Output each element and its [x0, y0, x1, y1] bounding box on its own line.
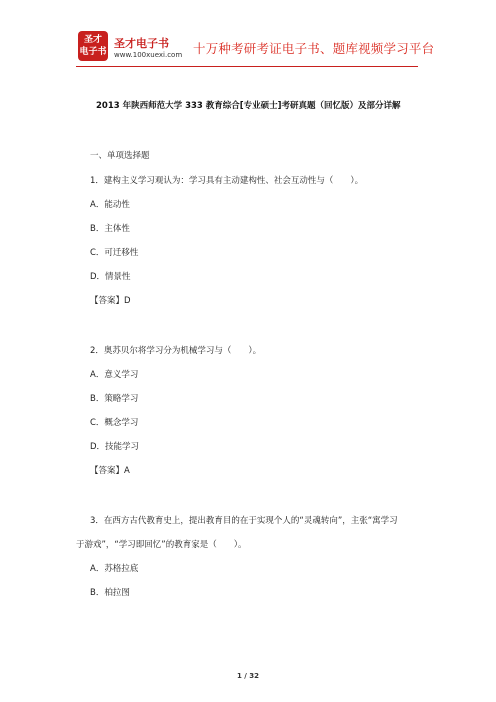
- question-2-stem: 2．奥苏贝尔将学习分为机械学习与（ ）。: [90, 346, 262, 356]
- question-2-answer: 【答案】A: [90, 466, 130, 476]
- question-1-option-a: A．能动性: [90, 200, 130, 210]
- brand-name: 圣才电子书: [114, 37, 169, 50]
- page-header: [0, 0, 496, 72]
- question-2-option-a: A．意义学习: [90, 370, 139, 380]
- page-number: 1 / 32: [236, 672, 260, 680]
- question-3-option-b: B．柏拉图: [90, 588, 130, 598]
- question-1-option-b: B．主体性: [90, 224, 130, 234]
- question-1-answer: 【答案】D: [90, 296, 131, 306]
- document-title: 2013 年陕西师范大学 333 教育综合[专业硕士]考研真题（回忆版）及部分详解: [96, 101, 401, 111]
- header-slogan: 十万种考研考证电子书、题库视频学习平台: [193, 41, 435, 56]
- brand-url[interactable]: www.100xuexi.com: [114, 51, 183, 59]
- brand-logo: [78, 31, 108, 61]
- question-1-stem: 1．建构主义学习观认为：学习具有主动建构性、社会互动性与（ ）。: [90, 176, 364, 186]
- question-2-option-c: C．概念学习: [90, 418, 139, 428]
- question-2-option-b: B．策略学习: [90, 394, 139, 404]
- question-1-option-c: C．可迁移性: [90, 248, 139, 258]
- logo-top-text: 圣才: [83, 35, 102, 45]
- logo-bottom-text: 电子书: [79, 47, 107, 57]
- question-3-option-a: A．苏格拉底: [90, 564, 139, 574]
- question-3-stem-line1: 3．在西方古代教育史上，提出教育目的在于实现个人的“灵魂转向”，主张“寓学习: [90, 516, 398, 526]
- question-1-option-d: D．情景性: [90, 272, 131, 282]
- section-heading: 一、单项选择题: [90, 151, 150, 161]
- question-3-stem-line2: 于游戏”，“学习即回忆”的教育家是（ ）。: [76, 540, 247, 550]
- question-2-option-d: D．技能学习: [90, 442, 140, 452]
- header-divider: [76, 66, 418, 67]
